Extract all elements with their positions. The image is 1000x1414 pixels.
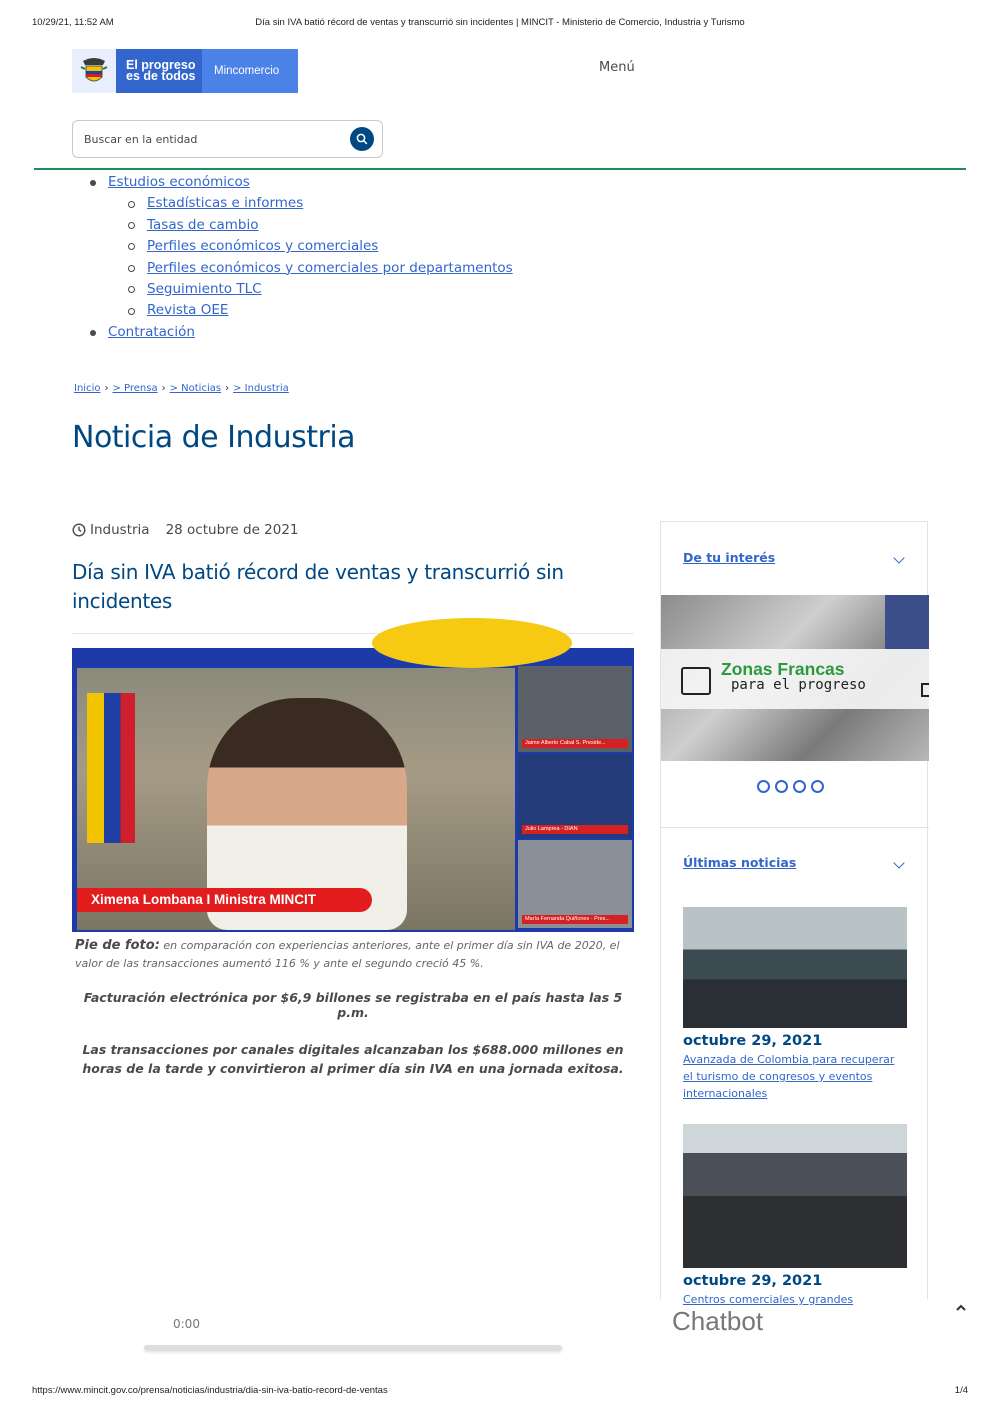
article-meta xyxy=(72,522,299,538)
interest-heading[interactable]: De tu interés xyxy=(683,550,776,565)
caption-label: Pie de foto: xyxy=(75,938,160,953)
breadcrumb-industria[interactable]: > Industria xyxy=(233,383,289,394)
news-item xyxy=(683,907,907,1102)
scroll-up-icon[interactable] xyxy=(955,1302,967,1314)
carousel-dot[interactable] xyxy=(775,780,788,793)
breadcrumb-noticias[interactable]: > Noticias xyxy=(169,383,222,394)
bullet xyxy=(128,222,135,229)
coat-of-arms-icon xyxy=(72,49,116,93)
carousel-dot[interactable] xyxy=(757,780,770,793)
search-button[interactable] xyxy=(350,127,374,151)
news-link[interactable]: Avanzada de Colombia para recuperar el turismo de congresos y eventos internacionales xyxy=(683,1053,895,1100)
banner-title: Zonas Francas xyxy=(721,659,845,679)
page-title: Noticia de Industria xyxy=(72,420,356,455)
breadcrumb-separator: › xyxy=(225,383,230,394)
site-logo[interactable] xyxy=(72,49,298,93)
search-box[interactable] xyxy=(72,120,383,158)
nav-sub-link[interactable]: Revista OEE xyxy=(147,302,229,319)
bullet xyxy=(128,308,135,315)
flag-graphic xyxy=(87,693,135,843)
lead-paragraph-1: Facturación electrónica por $6,9 billones se registraba en el país hasta las 5 p.m. xyxy=(83,990,623,1020)
breadcrumb-inicio[interactable]: Inicio xyxy=(74,383,101,394)
clock-icon xyxy=(72,523,86,537)
nav-contratacion-link[interactable]: Contratación xyxy=(108,323,195,340)
bullet xyxy=(90,180,96,186)
brand-name: Mincomercio xyxy=(202,49,298,93)
print-footer xyxy=(32,1385,968,1397)
print-datetime: 10/29/21, 11:52 AM xyxy=(32,17,114,28)
search-input[interactable]: Buscar en la entidad xyxy=(84,132,198,146)
forklift-icon xyxy=(681,667,711,695)
nav-sub-link[interactable]: Perfiles económicos y comerciales xyxy=(147,238,379,255)
chevron-down-icon[interactable] xyxy=(893,552,904,563)
zonas-francas-banner[interactable] xyxy=(661,595,929,761)
bullet xyxy=(128,201,135,208)
bullet xyxy=(90,330,96,336)
bullet xyxy=(128,243,135,250)
news-date: octubre 29, 2021 xyxy=(683,1273,823,1289)
carousel-dot[interactable] xyxy=(811,780,824,793)
search-icon xyxy=(356,133,368,145)
news-link[interactable]: Centros comerciales y grandes xyxy=(683,1293,854,1306)
chatbot-button[interactable]: Chatbot xyxy=(672,1306,764,1336)
nav-estudios-link[interactable]: Estudios económicos xyxy=(108,174,250,190)
news-image[interactable] xyxy=(683,907,907,1028)
breadcrumb-separator: › xyxy=(104,383,109,394)
news-image[interactable] xyxy=(683,1124,907,1268)
photo-caption xyxy=(75,937,631,973)
nav-sub-link[interactable]: Estadísticas e informes xyxy=(147,195,304,212)
bracket-icon xyxy=(921,683,929,697)
banner-person xyxy=(885,595,929,649)
banner-subtitle: para el progreso xyxy=(731,677,866,693)
print-header xyxy=(32,17,968,29)
print-page-number: 1/4 xyxy=(954,1385,968,1396)
slogan-line1: El progreso xyxy=(126,58,196,72)
photo-lower-third: Ximena Lombana I Ministra MINCIT xyxy=(77,888,372,912)
video-tile-name: Jaime Alberto Cabal S. Preside... xyxy=(522,739,628,748)
audio-player[interactable] xyxy=(140,1305,565,1353)
video-tile xyxy=(518,754,632,838)
breadcrumb xyxy=(74,383,289,394)
sidebar xyxy=(660,521,928,1306)
caption-text: en comparación con experiencias anteriores, ante el primer día sin IVA de 2020, el valor de las transacciones aumentó 116 % y ante el segundo creció 45 %. xyxy=(75,939,620,970)
bullet xyxy=(128,265,135,272)
slogan xyxy=(116,49,202,93)
news-date: octubre 29, 2021 xyxy=(683,1033,823,1049)
carousel-dot[interactable] xyxy=(793,780,806,793)
latest-news-heading[interactable]: Últimas noticias xyxy=(683,855,797,870)
article-category: Industria xyxy=(90,522,150,538)
nav-sub-link[interactable]: Perfiles económicos y comerciales por departamentos xyxy=(147,259,513,276)
audio-progress-track[interactable] xyxy=(144,1345,562,1350)
breadcrumb-prensa[interactable]: > Prensa xyxy=(112,383,158,394)
video-tile-name: Julio Lamprea - DIAN xyxy=(522,825,628,834)
bullet xyxy=(128,286,135,293)
menu-button[interactable]: Menú xyxy=(599,60,635,75)
lead-paragraph-2: Las transacciones por canales digitales alcanzaban los $688.000 millones en horas de la tarde y convirtieron al primer día sin IVA en una jornada exitosa. xyxy=(82,1042,624,1076)
breadcrumb-separator: › xyxy=(161,383,166,394)
divider xyxy=(661,827,929,828)
carousel-dots xyxy=(757,780,824,793)
article-photo xyxy=(72,648,634,932)
video-tile xyxy=(518,666,632,752)
nav-sub-link[interactable]: Seguimiento TLC xyxy=(147,281,262,298)
video-tile-name: María Fernanda Quiñones - Pres... xyxy=(522,915,628,924)
divider xyxy=(34,168,966,170)
nav-sub-link[interactable]: Tasas de cambio xyxy=(147,216,259,233)
chevron-down-icon[interactable] xyxy=(893,857,904,868)
nav-list xyxy=(90,172,513,343)
news-item xyxy=(683,1124,907,1308)
print-doc-title: Día sin IVA batió récord de ventas y transcurrió sin incidentes | MINCIT - Ministerio de Comercio, Industria y Turismo xyxy=(255,17,745,28)
article-date: 28 octubre de 2021 xyxy=(165,522,299,538)
video-tile xyxy=(518,840,632,928)
slogan-line2: es de todos xyxy=(126,69,196,83)
audio-time: 0:00 xyxy=(173,1317,200,1331)
photo-background-shape xyxy=(372,618,572,668)
print-url: https://www.mincit.gov.co/prensa/noticias/industria/dia-sin-iva-batio-record-de-ventas xyxy=(32,1385,388,1396)
article-headline: Día sin IVA batió récord de ventas y transcurrió sin incidentes xyxy=(72,560,564,613)
